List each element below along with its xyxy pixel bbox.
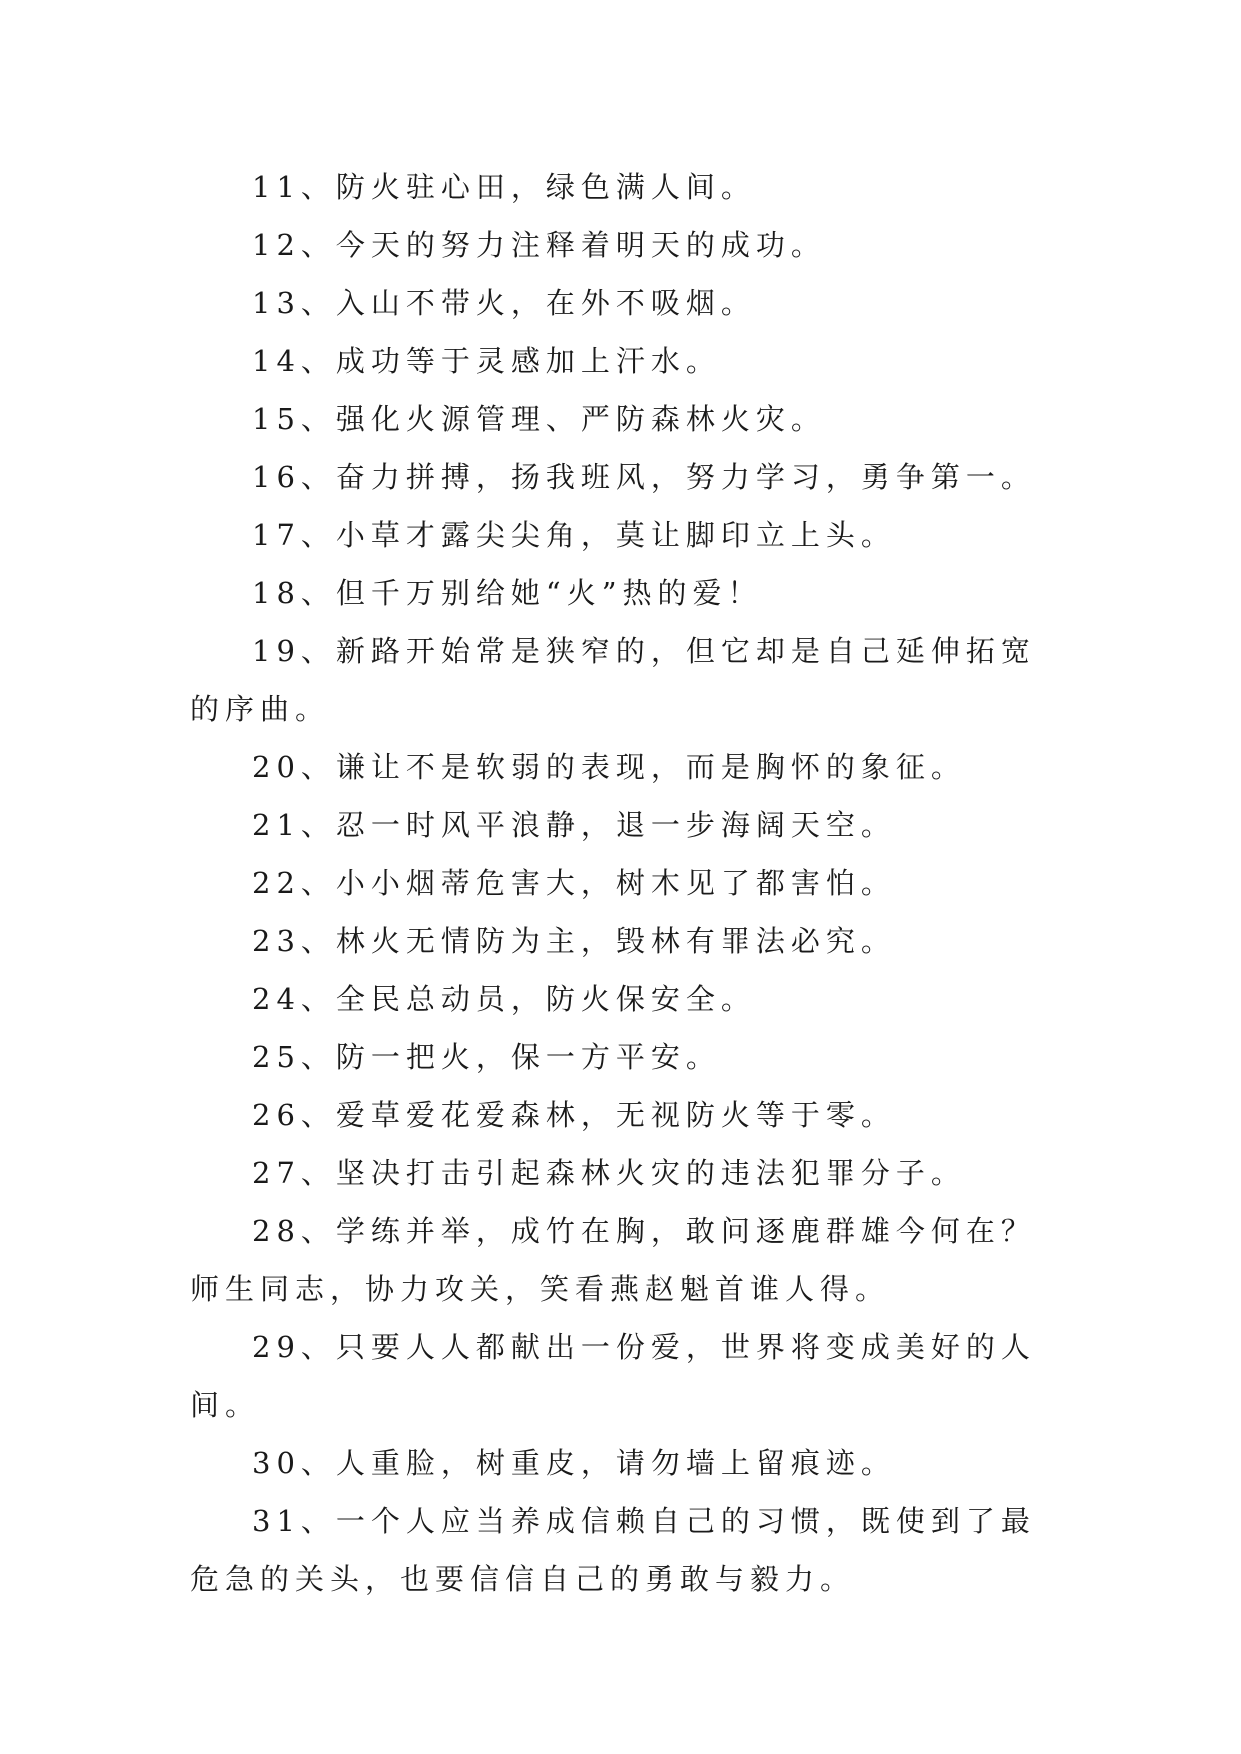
- slogan-item: 15、强化火源管理、严防森林火灾。: [252, 402, 826, 436]
- slogan-item: 31、一个人应当养成信赖自己的习惯，既使到了最危急的关头，也要信信自己的勇敢与毅力。: [190, 1504, 1036, 1596]
- slogan-item: 26、爱草爱花爱森林，无视防火等于零。: [252, 1098, 896, 1132]
- slogan-item: 24、全民总动员，防火保安全。: [252, 982, 756, 1016]
- slogan-item: 14、成功等于灵感加上汗水。: [252, 344, 721, 378]
- slogan-item: 25、防一把火，保一方平安。: [252, 1040, 721, 1074]
- slogan-item: 29、只要人人都献出一份爱，世界将变成美好的人间。: [190, 1330, 1036, 1422]
- slogan-item: 17、小草才露尖尖角，莫让脚印立上头。: [252, 518, 896, 552]
- slogan-item: 19、新路开始常是狭窄的，但它却是自己延伸拓宽的序曲。: [190, 634, 1036, 726]
- slogan-item: 23、林火无情防为主，毁林有罪法必究。: [252, 924, 896, 958]
- slogan-item: 27、坚决打击引起森林火灾的违法犯罪分子。: [252, 1156, 966, 1190]
- slogan-item: 16、奋力拼搏，扬我班风，努力学习，勇争第一。: [252, 460, 1036, 494]
- slogan-item: 13、入山不带火，在外不吸烟。: [252, 286, 756, 320]
- slogan-item: 20、谦让不是软弱的表现，而是胸怀的象征。: [252, 750, 966, 784]
- slogan-item: 21、忍一时风平浪静，退一步海阔天空。: [252, 808, 896, 842]
- slogan-item: 11、防火驻心田，绿色满人间。: [252, 170, 756, 204]
- slogan-item: 18、但千万别给她“火”热的爱！: [252, 576, 763, 610]
- slogan-item: 22、小小烟蒂危害大，树木见了都害怕。: [252, 866, 896, 900]
- slogan-item: 30、人重脸，树重皮，请勿墙上留痕迹。: [252, 1446, 896, 1480]
- slogan-item: 12、今天的努力注释着明天的成功。: [252, 228, 826, 262]
- slogan-list: [190, 158, 1050, 1608]
- slogan-item: 28、学练并举，成竹在胸，敢问逐鹿群雄今何在？师生同志，协力攻关，笑看燕赵魁首谁人得。: [190, 1214, 1036, 1306]
